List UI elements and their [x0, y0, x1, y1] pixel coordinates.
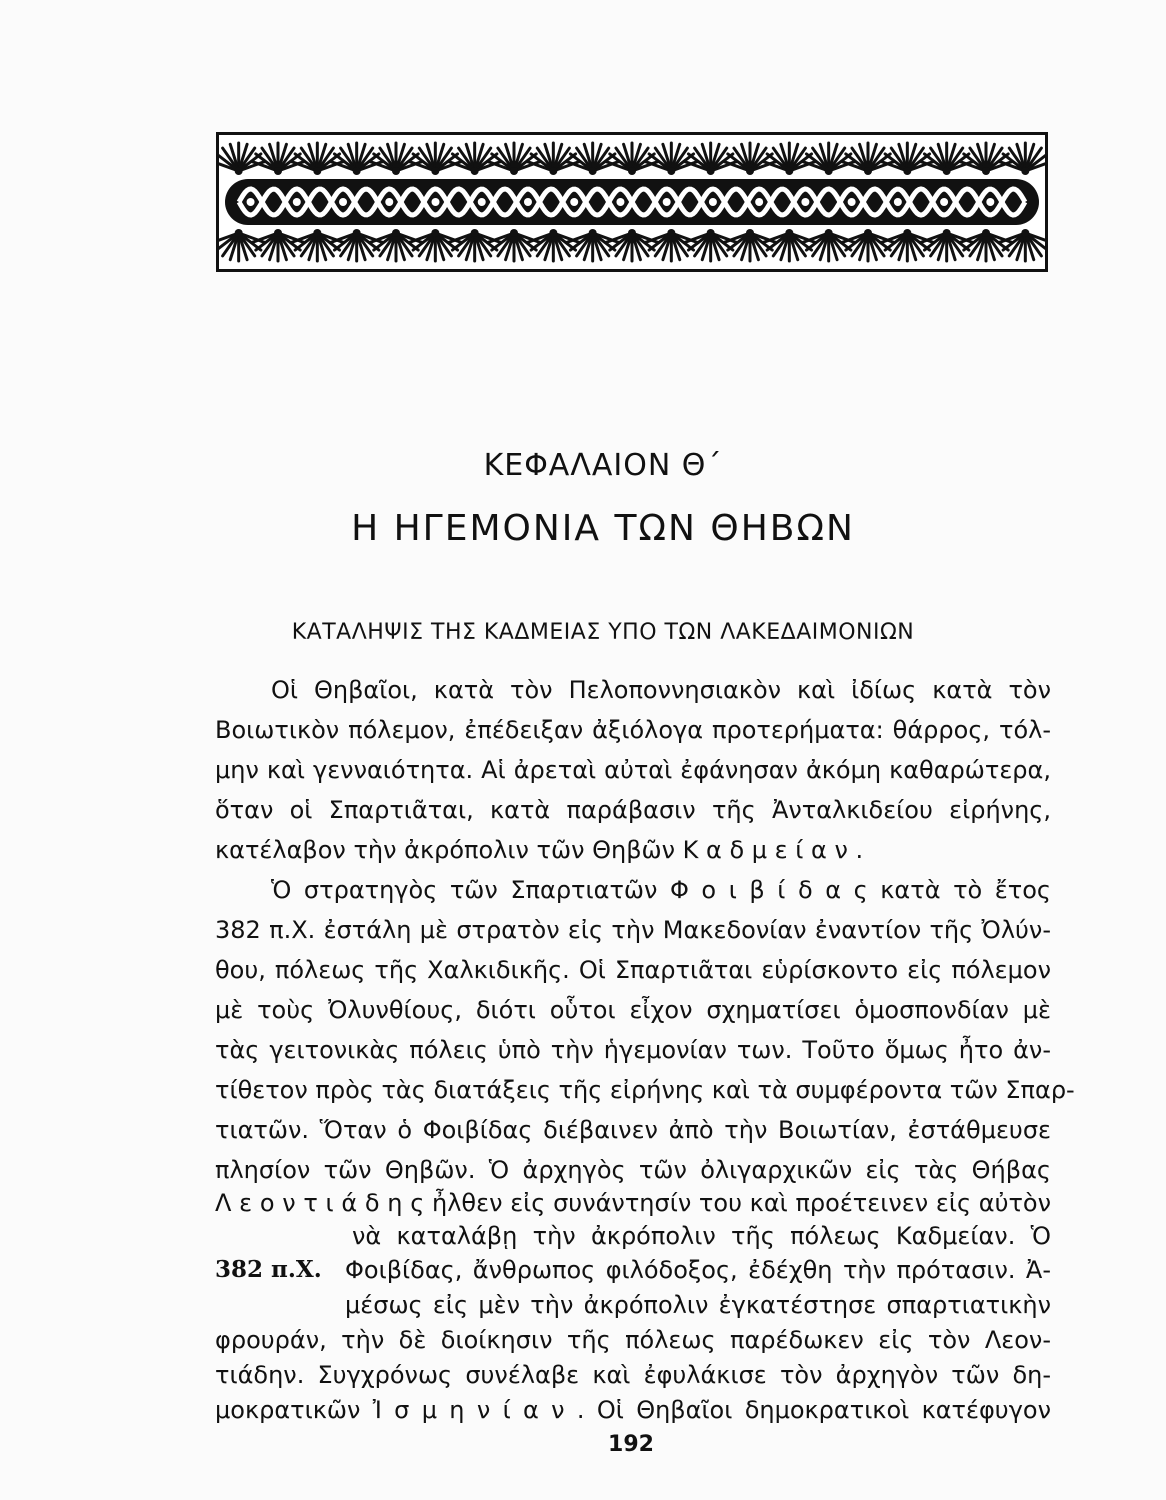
text-line: 382 π.Χ. ἐστάλη μὲ στρατὸν εἰς τὴν Μακεδονίαν ἐναντίον τῆς Ὀλύν-	[215, 916, 1051, 944]
text-line: θου, πόλεως τῆς Χαλκιδικῆς. Οἱ Σπαρτιᾶται εὑρίσκοντο εἰς πόλεμον	[215, 956, 1051, 984]
margin-date-note: 382 π.Χ.	[215, 1256, 322, 1283]
text-line: τιατῶν. Ὅταν ὁ Φοιβίδας διέβαινεν ἀπὸ τὴν Βοιωτίαν, ἐστάθμευσε	[215, 1116, 1051, 1144]
text-line: μοκρατικῶν Ἰ σ μ η ν ί α ν . Οἱ Θηβαῖοι δημοκρατικοὶ κατέφυγον	[215, 1396, 1051, 1424]
text-line: Ὁ στρατηγὸς τῶν Σπαρτιατῶν Φ ο ι β ί δ α ς κατὰ τὸ ἔτος	[271, 876, 1051, 904]
text-line: Φοιβίδας, ἄνθρωπος φιλόδοξος, ἐδέχθη τὴν πρότασιν. Ἀ-	[345, 1256, 1051, 1284]
chapter-heading: ΚΕΦΑΛΑΙΟΝ Θ΄	[483, 448, 723, 483]
text-line: νὰ καταλάβῃ τὴν ἀκρόπολιν τῆς πόλεως Καδμείαν. Ὁ	[352, 1222, 1051, 1250]
palmette-guilloche-icon	[219, 135, 1045, 269]
page-number: 192	[608, 1432, 654, 1457]
text-line: Βοιωτικὸν πόλεμον, ἐπέδειξαν ἀξιόλογα προτερήματα: θάρρος, τόλ-	[215, 716, 1051, 744]
text-line: Οἱ Θηβαῖοι, κατὰ τὸν Πελοποννησιακὸν καὶ ἰδίως κατὰ τὸν	[271, 676, 1051, 704]
greek-ornament-band	[216, 132, 1048, 272]
chapter-title: Η ΗΓΕΜΟΝΙΑ ΤΩΝ ΘΗΒΩΝ	[351, 508, 855, 549]
text-line: μὲ τοὺς Ὀλυνθίους, διότι οὗτοι εἶχον σχηματίσει ὁμοσπονδίαν μὲ	[215, 996, 1051, 1024]
text-line: ὅταν οἱ Σπαρτιᾶται, κατὰ παράβασιν τῆς Ἀνταλκιδείου εἰρήνης,	[215, 796, 1051, 824]
section-heading: ΚΑΤΑΛΗΨΙΣ ΤΗΣ ΚΑΔΜΕΙΑΣ ΥΠΟ ΤΩΝ ΛΑΚΕΔΑΙΜΟΝΙΩΝ	[291, 620, 915, 645]
text-line: μέσως εἰς μὲν τὴν ἀκρόπολιν ἐγκατέστησε σπαρτιατικὴν	[345, 1291, 1051, 1319]
text-line: πλησίον τῶν Θηβῶν. Ὁ ἀρχηγὸς τῶν ὀλιγαρχικῶν εἰς τὰς Θήβας	[215, 1156, 1051, 1184]
text-line: Λ ε ο ν τ ι ά δ η ς ἦλθεν εἰς συνάντησίν του καὶ προέτεινεν εἰς αὐτὸν	[215, 1189, 1051, 1217]
text-line: τίθετον πρὸς τὰς διατάξεις τῆς εἰρήνης καὶ τὰ συμφέροντα τῶν Σπαρ-	[215, 1076, 1075, 1104]
text-line: κατέλαβον τὴν ἀκρόπολιν τῶν Θηβῶν Κ α δ μ ε ί α ν .	[215, 836, 864, 864]
text-line: μην καὶ γενναιότητα. Αἱ ἀρεταὶ αὐταὶ ἐφάνησαν ἀκόμη καθαρώτερα,	[215, 756, 1051, 784]
text-line: φρουράν, τὴν δὲ διοίκησιν τῆς πόλεως παρέδωκεν εἰς τὸν Λεον-	[215, 1326, 1051, 1354]
text-line: τιάδην. Συγχρόνως συνέλαβε καὶ ἐφυλάκισε τὸν ἀρχηγὸν τῶν δη-	[215, 1361, 1051, 1389]
text-line: τὰς γειτονικὰς πόλεις ὑπὸ τὴν ἡγεμονίαν των. Τοῦτο ὅμως ἦτο ἀν-	[215, 1036, 1051, 1064]
